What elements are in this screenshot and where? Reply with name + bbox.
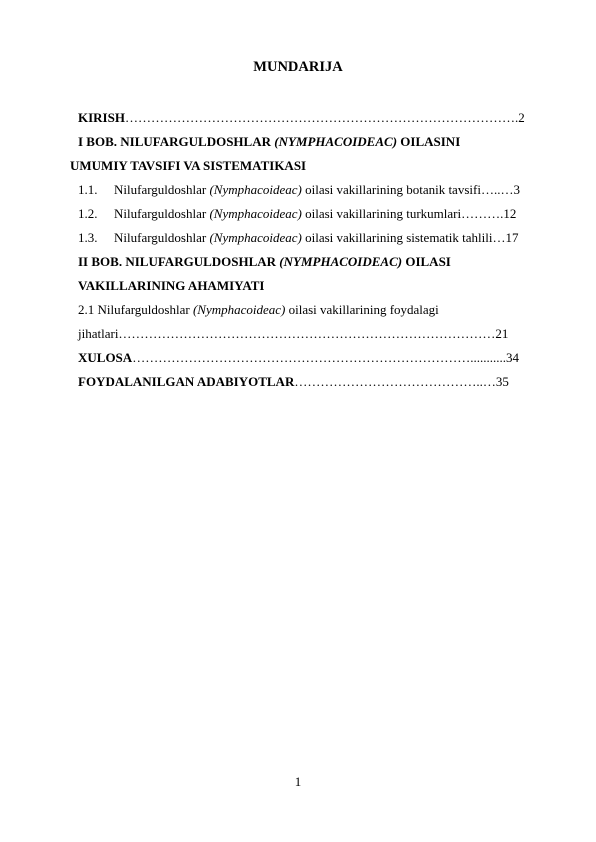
chapter-title-end: OILASINI	[397, 134, 461, 149]
chapter-title: II BOB. NILUFARGULDOSHLAR	[78, 254, 280, 269]
chapter-title-latin: (NYMPHACOIDEAC)	[279, 254, 403, 269]
chapter-title-end: OILASI	[402, 254, 451, 269]
toc-label: FOYDALANILGAN ADABIYOTLAR	[78, 374, 295, 389]
page-number: 1	[294, 774, 302, 789]
toc-chapter-2-line2: VAKILLARINING AHAMIYATI	[78, 278, 265, 293]
section-text-end: oilasi vakillarining sistematik tahlili…17	[301, 230, 519, 245]
section-latin: (Nymphacoideac)	[192, 302, 286, 317]
section-latin: (Nymphacoideac)	[209, 230, 302, 245]
toc-label: KIRISH	[78, 110, 125, 125]
section-text: 2.1 Nilufarguldoshlar	[78, 302, 193, 317]
toc-chapter-1-line2: UMUMIY TAVSIFI VA SISTEMATIKASI	[70, 158, 307, 173]
toc-section-2-1	[78, 302, 439, 318]
toc-section-1-1	[78, 182, 520, 198]
toc-dots: ……………………………………………………………………...........34	[132, 350, 519, 365]
toc-label: XULOSA	[78, 350, 133, 365]
section-latin: (Nymphacoideac)	[209, 206, 302, 221]
toc-entry-adabiyotlar	[78, 374, 509, 390]
toc-dots: ………………………………………………………………………………	[124, 110, 515, 125]
toc-chapter-1-line1	[78, 134, 460, 150]
section-text: Nilufarguldoshlar	[114, 182, 210, 197]
toc-section-2-1-line2: jihatlari……………………………………………………………………………21	[78, 326, 509, 341]
section-number: 1.2.	[78, 206, 98, 221]
toc-entry-xulosa	[78, 350, 519, 366]
toc-section-1-3	[78, 230, 519, 246]
section-number: 1.3.	[78, 230, 98, 245]
section-text-end: oilasi vakillarining turkumlari……….12	[301, 206, 517, 221]
toc-page: .2	[514, 110, 525, 125]
section-text-end: oilasi vakillarining botanik tavsifi…..…3	[301, 182, 520, 197]
chapter-title-latin: (NYMPHACOIDEAC)	[274, 134, 398, 149]
toc-chapter-2-line1	[78, 254, 451, 270]
page-title: MUNDARIJA	[253, 59, 343, 75]
section-text: Nilufarguldoshlar	[114, 230, 210, 245]
toc-section-1-2	[78, 206, 516, 222]
chapter-title: I BOB. NILUFARGULDOSHLAR	[78, 134, 275, 149]
toc-entry-kirish	[78, 110, 525, 126]
section-text-end: oilasi vakillarining foydalagi	[285, 302, 439, 317]
section-text: Nilufarguldoshlar	[114, 206, 210, 221]
section-latin: (Nymphacoideac)	[209, 182, 302, 197]
section-number: 1.1.	[78, 182, 98, 197]
toc-dots: ……………………………………..…35	[294, 374, 509, 389]
